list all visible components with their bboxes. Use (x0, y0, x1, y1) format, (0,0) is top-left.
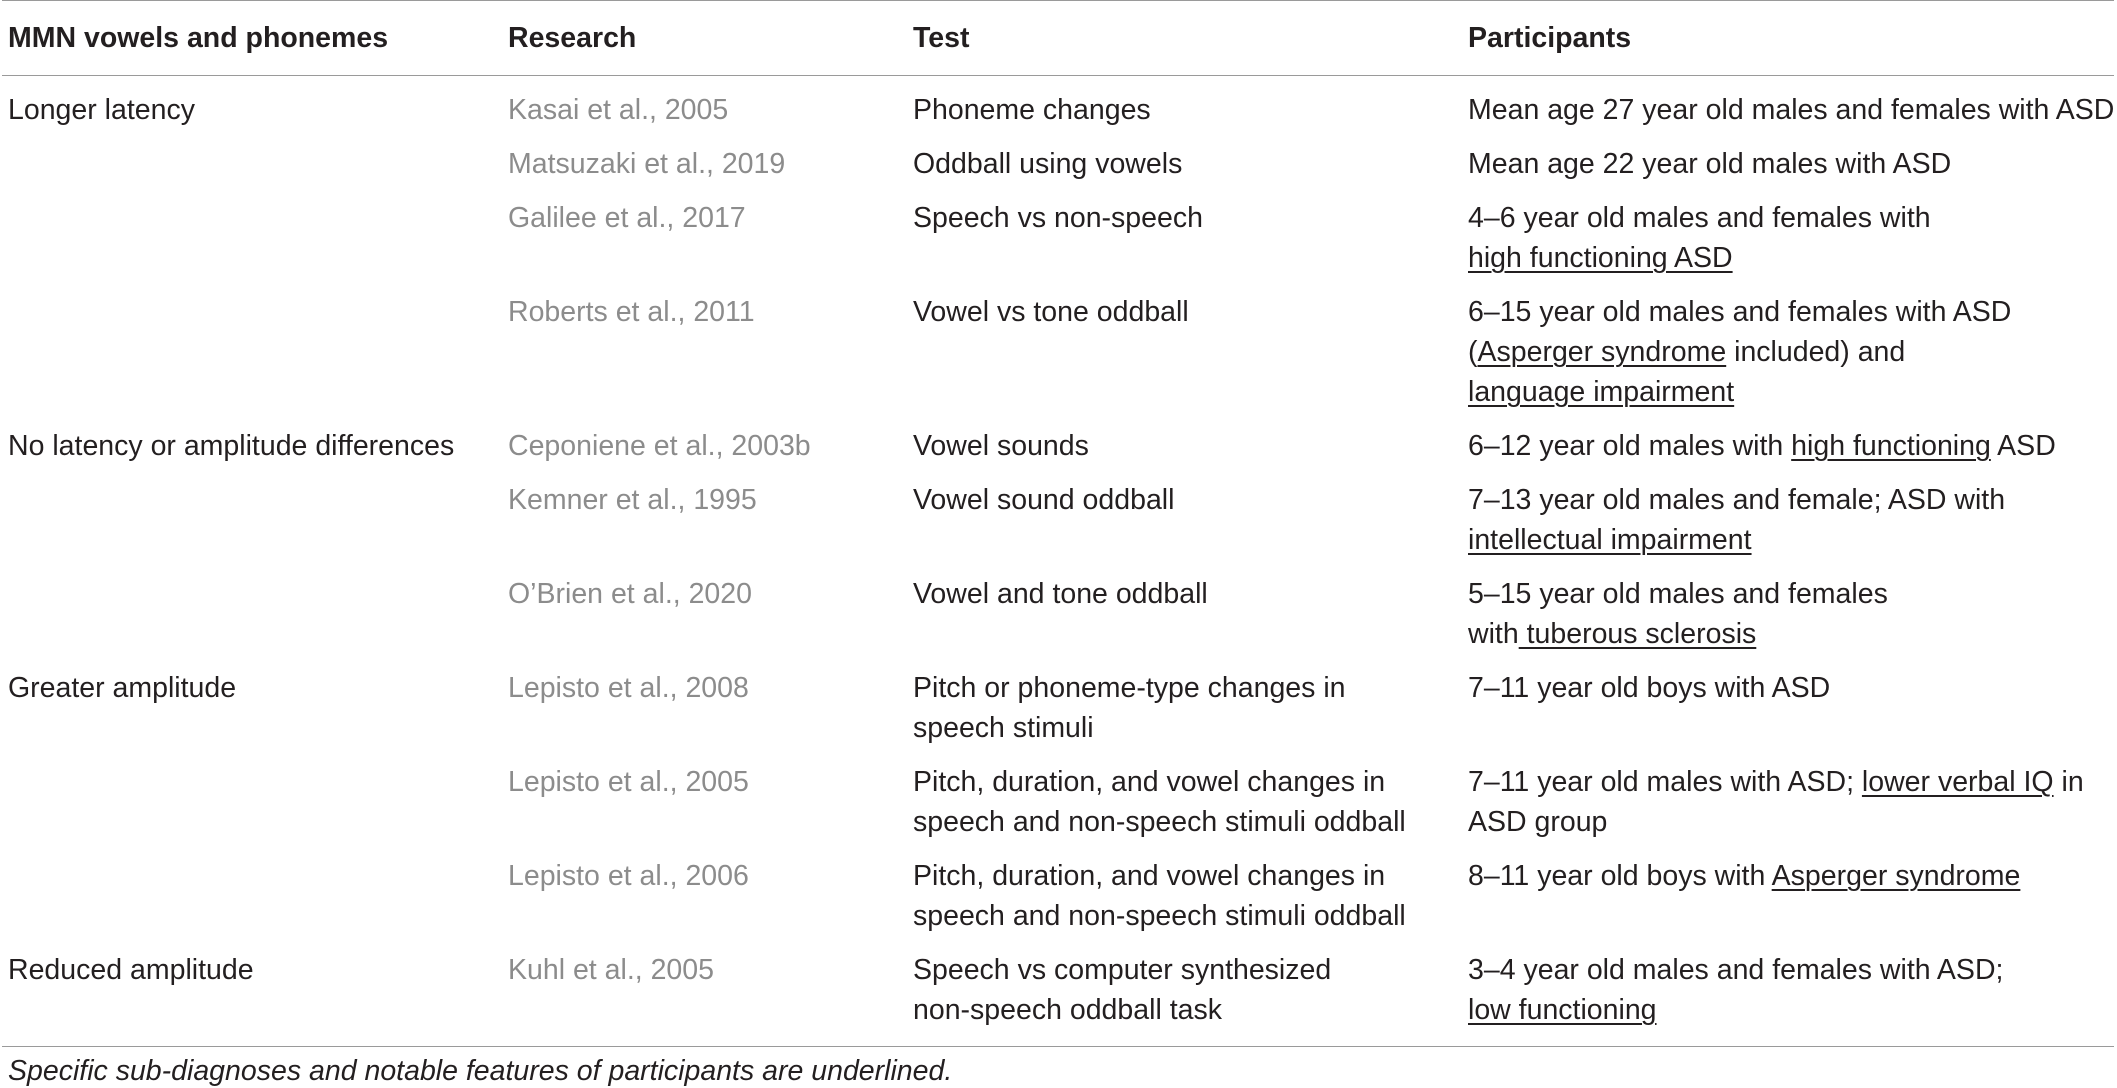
participants-text: ASD (1990, 430, 2056, 462)
cell-category: Reduced amplitude (2, 940, 502, 1047)
cell-test (907, 564, 1462, 658)
participants-text: 8–11 year old boys with (1468, 860, 1772, 892)
participants-text: Mean age 22 year old males with ASD (1468, 148, 1952, 180)
cell-participants (1462, 940, 2114, 1047)
cell-test-line: Speech vs non-speech (913, 202, 1203, 234)
participants-text: Mean age 27 year old males and females with ASD (1468, 94, 2115, 126)
participants-text: 7–13 year old males and female; ASD with (1468, 484, 2006, 516)
cell-participants (1462, 416, 2114, 470)
table-body (2, 76, 2114, 1047)
cell-research: Roberts et al., 2011 (508, 296, 755, 328)
cell-participants-line (1468, 332, 2108, 372)
table-row (2, 564, 2114, 658)
cell-test (907, 282, 1462, 416)
table-footnote: Specific sub-diagnoses and notable features of participants are underlined. (8, 1055, 953, 1087)
table-row (2, 470, 2114, 564)
cell-category: Greater amplitude (8, 672, 237, 704)
table-row (2, 416, 2114, 470)
participants-text: 4–6 year old males and females with (1468, 202, 1931, 234)
participants-text: included) and (1726, 336, 1906, 368)
mmn-vowels-table (2, 0, 2114, 1047)
cell-research: Lepisto et al., 2008 (508, 672, 749, 704)
cell-participants-line (1468, 574, 2108, 614)
header-participants: Participants (1462, 1, 2114, 76)
cell-test (907, 658, 1462, 752)
cell-category (2, 752, 502, 846)
cell-test (907, 134, 1462, 188)
underlined-feature: Asperger syndrome (1771, 860, 2021, 892)
cell-participants (1462, 752, 2114, 846)
cell-test (907, 76, 1462, 135)
cell-participants (1462, 282, 2114, 416)
cell-participants (1462, 188, 2114, 282)
underlined-feature: high functioning ASD (1468, 242, 1733, 274)
cell-participants (1462, 134, 2114, 188)
participants-text: 6–12 year old males with (1468, 430, 1792, 462)
cell-research: Galilee et al., 2017 (508, 202, 746, 234)
participants-text: ASD group (1468, 806, 1608, 838)
table-row (2, 846, 2114, 940)
cell-participants-line (1468, 802, 2108, 842)
cell-test-line: Pitch or phoneme-type changes in (913, 672, 1346, 704)
cell-participants-line (1468, 238, 2108, 278)
underlined-feature: Asperger syndrome (1477, 336, 1727, 368)
cell-test-line: Phoneme changes (913, 94, 1151, 126)
cell-category: No latency or amplitude differences (8, 430, 455, 462)
participants-text: 6–15 year old males and females with ASD (1468, 296, 2012, 328)
header-row (2, 1, 2114, 76)
cell-category: Longer latency (8, 94, 195, 126)
underlined-feature: intellectual impairment (1468, 524, 1752, 556)
cell-test-line: Vowel sound oddball (913, 484, 1175, 516)
cell-category (2, 564, 502, 658)
table-header (2, 1, 2114, 76)
participants-text: with (1468, 618, 1519, 650)
cell-participants-line (1468, 144, 2108, 184)
participants-text: in (2053, 766, 2084, 798)
cell-category (2, 188, 502, 282)
cell-participants-line (1468, 426, 2108, 466)
cell-research: Kasai et al., 2005 (508, 94, 729, 126)
cell-test-line: Vowel and tone oddball (913, 578, 1208, 610)
cell-research: Lepisto et al., 2005 (508, 766, 749, 798)
cell-test-line: Vowel sounds (913, 430, 1089, 462)
header-test: Test (907, 1, 1462, 76)
cell-category (2, 846, 502, 940)
cell-research: O’Brien et al., 2020 (508, 578, 752, 610)
cell-test-line: Vowel vs tone oddball (913, 296, 1189, 328)
cell-research: Matsuzaki et al., 2019 (508, 148, 786, 180)
table-row (2, 76, 2114, 135)
cell-participants (1462, 564, 2114, 658)
cell-participants-line (1468, 856, 2108, 896)
cell-test (907, 470, 1462, 564)
underlined-feature: language impairment (1468, 376, 1735, 408)
cell-test-line: Pitch, duration, and vowel changes in (913, 766, 1386, 798)
participants-text: ( (1468, 336, 1478, 368)
cell-participants-line (1468, 520, 2108, 560)
cell-participants-line (1468, 668, 2108, 708)
cell-test (907, 940, 1462, 1047)
table-row (2, 188, 2114, 282)
participants-text: 7–11 year old boys with ASD (1468, 672, 1831, 704)
cell-participants-line (1468, 762, 2108, 802)
cell-research: Kemner et al., 1995 (508, 484, 757, 516)
table-row (2, 658, 2114, 752)
underlined-feature: lower verbal IQ (1861, 766, 2054, 798)
cell-participants-line (1468, 614, 2108, 654)
cell-participants-line (1468, 198, 2108, 238)
cell-participants-line (1468, 480, 2108, 520)
participants-text: 7–11 year old males with ASD; (1468, 766, 1862, 798)
cell-participants-line (1468, 90, 2115, 130)
cell-test (907, 752, 1462, 846)
cell-participants-line (1468, 292, 2108, 332)
underlined-feature: high functioning (1791, 430, 1991, 462)
cell-participants-line (1468, 372, 2108, 412)
cell-test (907, 188, 1462, 282)
table-row (2, 940, 2114, 1047)
cell-category (2, 282, 502, 416)
cell-participants-line (1468, 990, 2108, 1030)
cell-participants-line (1468, 950, 2108, 990)
participants-text: 5–15 year old males and females (1468, 578, 1888, 610)
participants-text: 3–4 year old males and females with ASD; (1468, 954, 2004, 986)
data-table-container (2, 0, 2114, 1088)
cell-test (907, 846, 1462, 940)
table-row (2, 282, 2114, 416)
header-mmn-vowels: MMN vowels and phonemes (2, 1, 502, 76)
cell-participants (1462, 658, 2114, 752)
cell-category (2, 470, 502, 564)
cell-participants (1462, 846, 2114, 940)
header-research: Research (502, 1, 907, 76)
table-row (2, 752, 2114, 846)
cell-participants (1462, 76, 2114, 135)
table-row (2, 134, 2114, 188)
cell-research: Ceponiene et al., 2003b (508, 430, 811, 462)
cell-research: Kuhl et al., 2005 (502, 940, 907, 1047)
cell-participants (1462, 470, 2114, 564)
cell-test-line: Oddball using vowels (913, 148, 1183, 180)
cell-category (2, 134, 502, 188)
cell-research: Lepisto et al., 2006 (508, 860, 749, 892)
cell-test-line: speech and non-speech stimuli oddball (913, 806, 1406, 838)
cell-test-line: non-speech oddball task (913, 994, 1222, 1026)
cell-test-line: speech stimuli (913, 712, 1094, 744)
cell-test-line: speech and non-speech stimuli oddball (913, 900, 1406, 932)
cell-test (907, 416, 1462, 470)
underlined-feature: tuberous sclerosis (1518, 618, 1757, 650)
underlined-feature: low functioning (1468, 994, 1657, 1026)
cell-test-line: Speech vs computer synthesized (913, 954, 1332, 986)
cell-test-line: Pitch, duration, and vowel changes in (913, 860, 1386, 892)
